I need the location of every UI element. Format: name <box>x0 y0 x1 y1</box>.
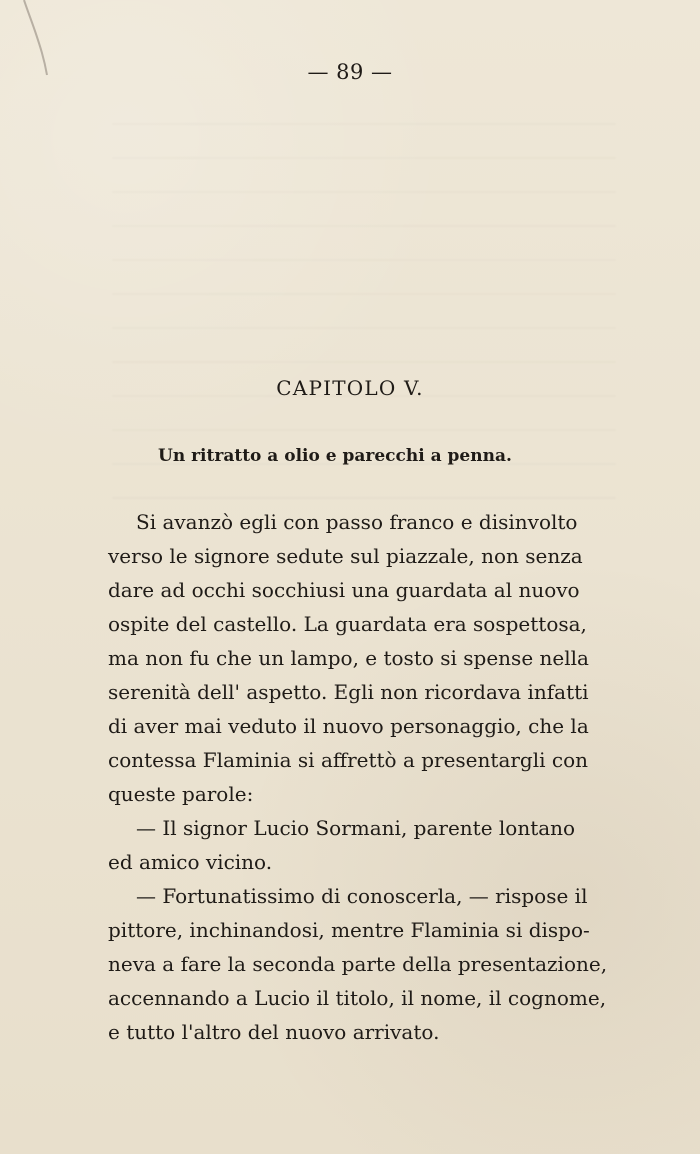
page-number: — 89 — <box>307 60 393 84</box>
body-line: verso le signore sedute sul piazzale, non senza <box>108 544 583 568</box>
body-line: contessa Flaminia si affrettò a presentargli con <box>108 748 588 772</box>
body-line: ospite del castello. La guardata era sospettosa, <box>108 612 587 636</box>
body-line: e tutto l'altro del nuovo arrivato. <box>108 1020 440 1044</box>
body-line: — Fortunatissimo di conoscerla, — rispose il <box>136 884 588 908</box>
chapter-title: CAPITOLO V. <box>276 376 424 400</box>
body-line: accennando a Lucio il titolo, il nome, il cognome, <box>108 986 607 1010</box>
body-line: Si avanzò egli con passo franco e disinvolto <box>136 510 578 534</box>
body-line: ed amico vicino. <box>108 850 273 874</box>
body-line: queste parole: <box>108 782 254 806</box>
chapter-subtitle: Un ritratto a olio e parecchi a penna. <box>158 446 512 466</box>
body-line: serenità dell' aspetto. Egli non ricordava infatti <box>108 680 589 704</box>
body-line: ma non fu che un lampo, e tosto si spense nella <box>108 646 589 670</box>
body-line: — Il signor Lucio Sormani, parente lontano <box>136 816 576 840</box>
body-line: dare ad occhi socchiusi una guardata al nuovo <box>108 578 580 602</box>
body-line: neva a fare la seconda parte della presentazione, <box>108 952 608 976</box>
body-line: pittore, inchinandosi, mentre Flaminia si dispo- <box>108 918 590 942</box>
body-line: di aver mai veduto il nuovo personaggio, che la <box>108 714 589 738</box>
show-through-text <box>112 104 616 504</box>
